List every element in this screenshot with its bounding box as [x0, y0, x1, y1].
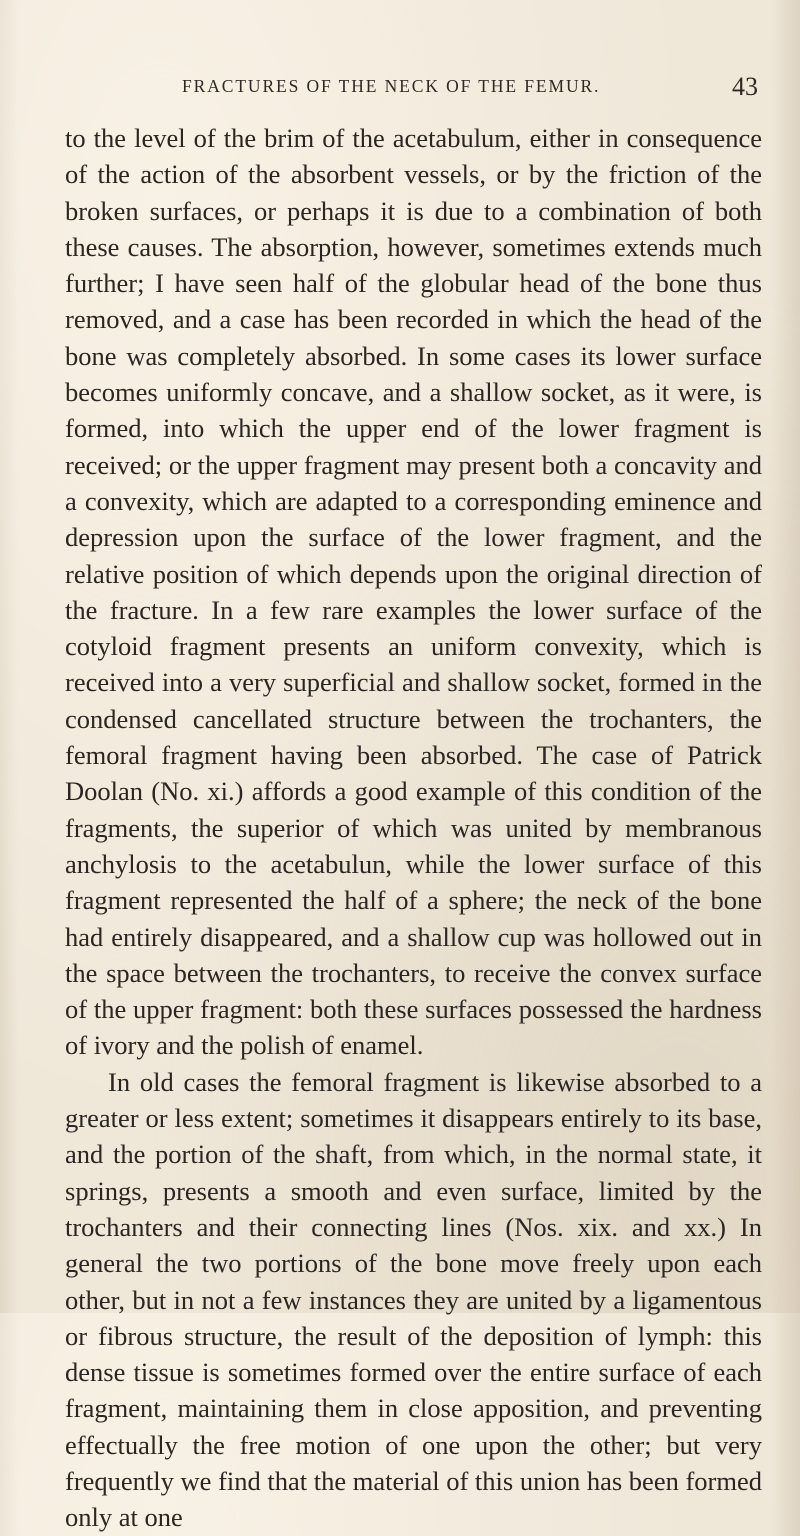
running-title: FRACTURES OF THE NECK OF THE FEMUR. — [182, 76, 601, 96]
body-text — [65, 120, 762, 1536]
paragraph: In old cases the femoral fragment is likewise absorbed to a greater or less extent; sometimes it disappears entirely to its base, and the portion of the shaft, from which, in the normal state, it springs, presents a smooth and even surface, limited by the trochanters and their connecting lines (Nos. xix. and xx.) In general the two portions of the bone move freely upon each other, but in not a few instances they are united by a ligamentous or fibrous structure, the result of the deposition of lymph: this dense tissue is sometimes formed over the entire surface of each fragment, maintaining them in close apposition, and preventing effectually the free motion of one upon the other; but very frequently we find that the material of this union has been formed only at one — [65, 1066, 762, 1533]
paragraph: to the level of the brim of the acetabulum, either in consequence of the action of the absorbent vessels, or by the friction of the broken surfaces, or perhaps it is due to a combination of both these causes. The absorption, however, sometimes extends much further; I have seen half of the globular head of the bone thus removed, and a case has been recorded in which the head of the bone was completely absorbed. In some cases its lower surface becomes uniformly concave, and a shallow socket, as it were, is formed, into which the upper end of the lower fragment is received; or the upper fragment may present both a concavity and a convexity, which are adapted to a corresponding eminence and depression upon the surface of the lower fragment, and the relative position of which depends upon the original direction of the fracture. In a few rare examples the lower surface of the cotyloid fragment presents an uniform convexity, which is received into a very superficial and shallow socket, formed in the condensed cancellated structure between the trochanters, the femoral fragment having been absorbed. The case of Patrick Doolan (No. xi.) affords a good example of this condition of the fragments, the superior of which was united by membranous anchylosis to the acetabulun, while the lower surface of this fragment represented the half of a sphere; the neck of the bone had entirely disappeared, and a shallow cup was hollowed out in the space between the trochanters, to receive the convex surface of the upper fragment: both these surfaces possessed the hardness of ivory and the polish of enamel. — [65, 123, 762, 1061]
page-number: 43 — [732, 72, 758, 101]
running-head — [68, 72, 758, 106]
